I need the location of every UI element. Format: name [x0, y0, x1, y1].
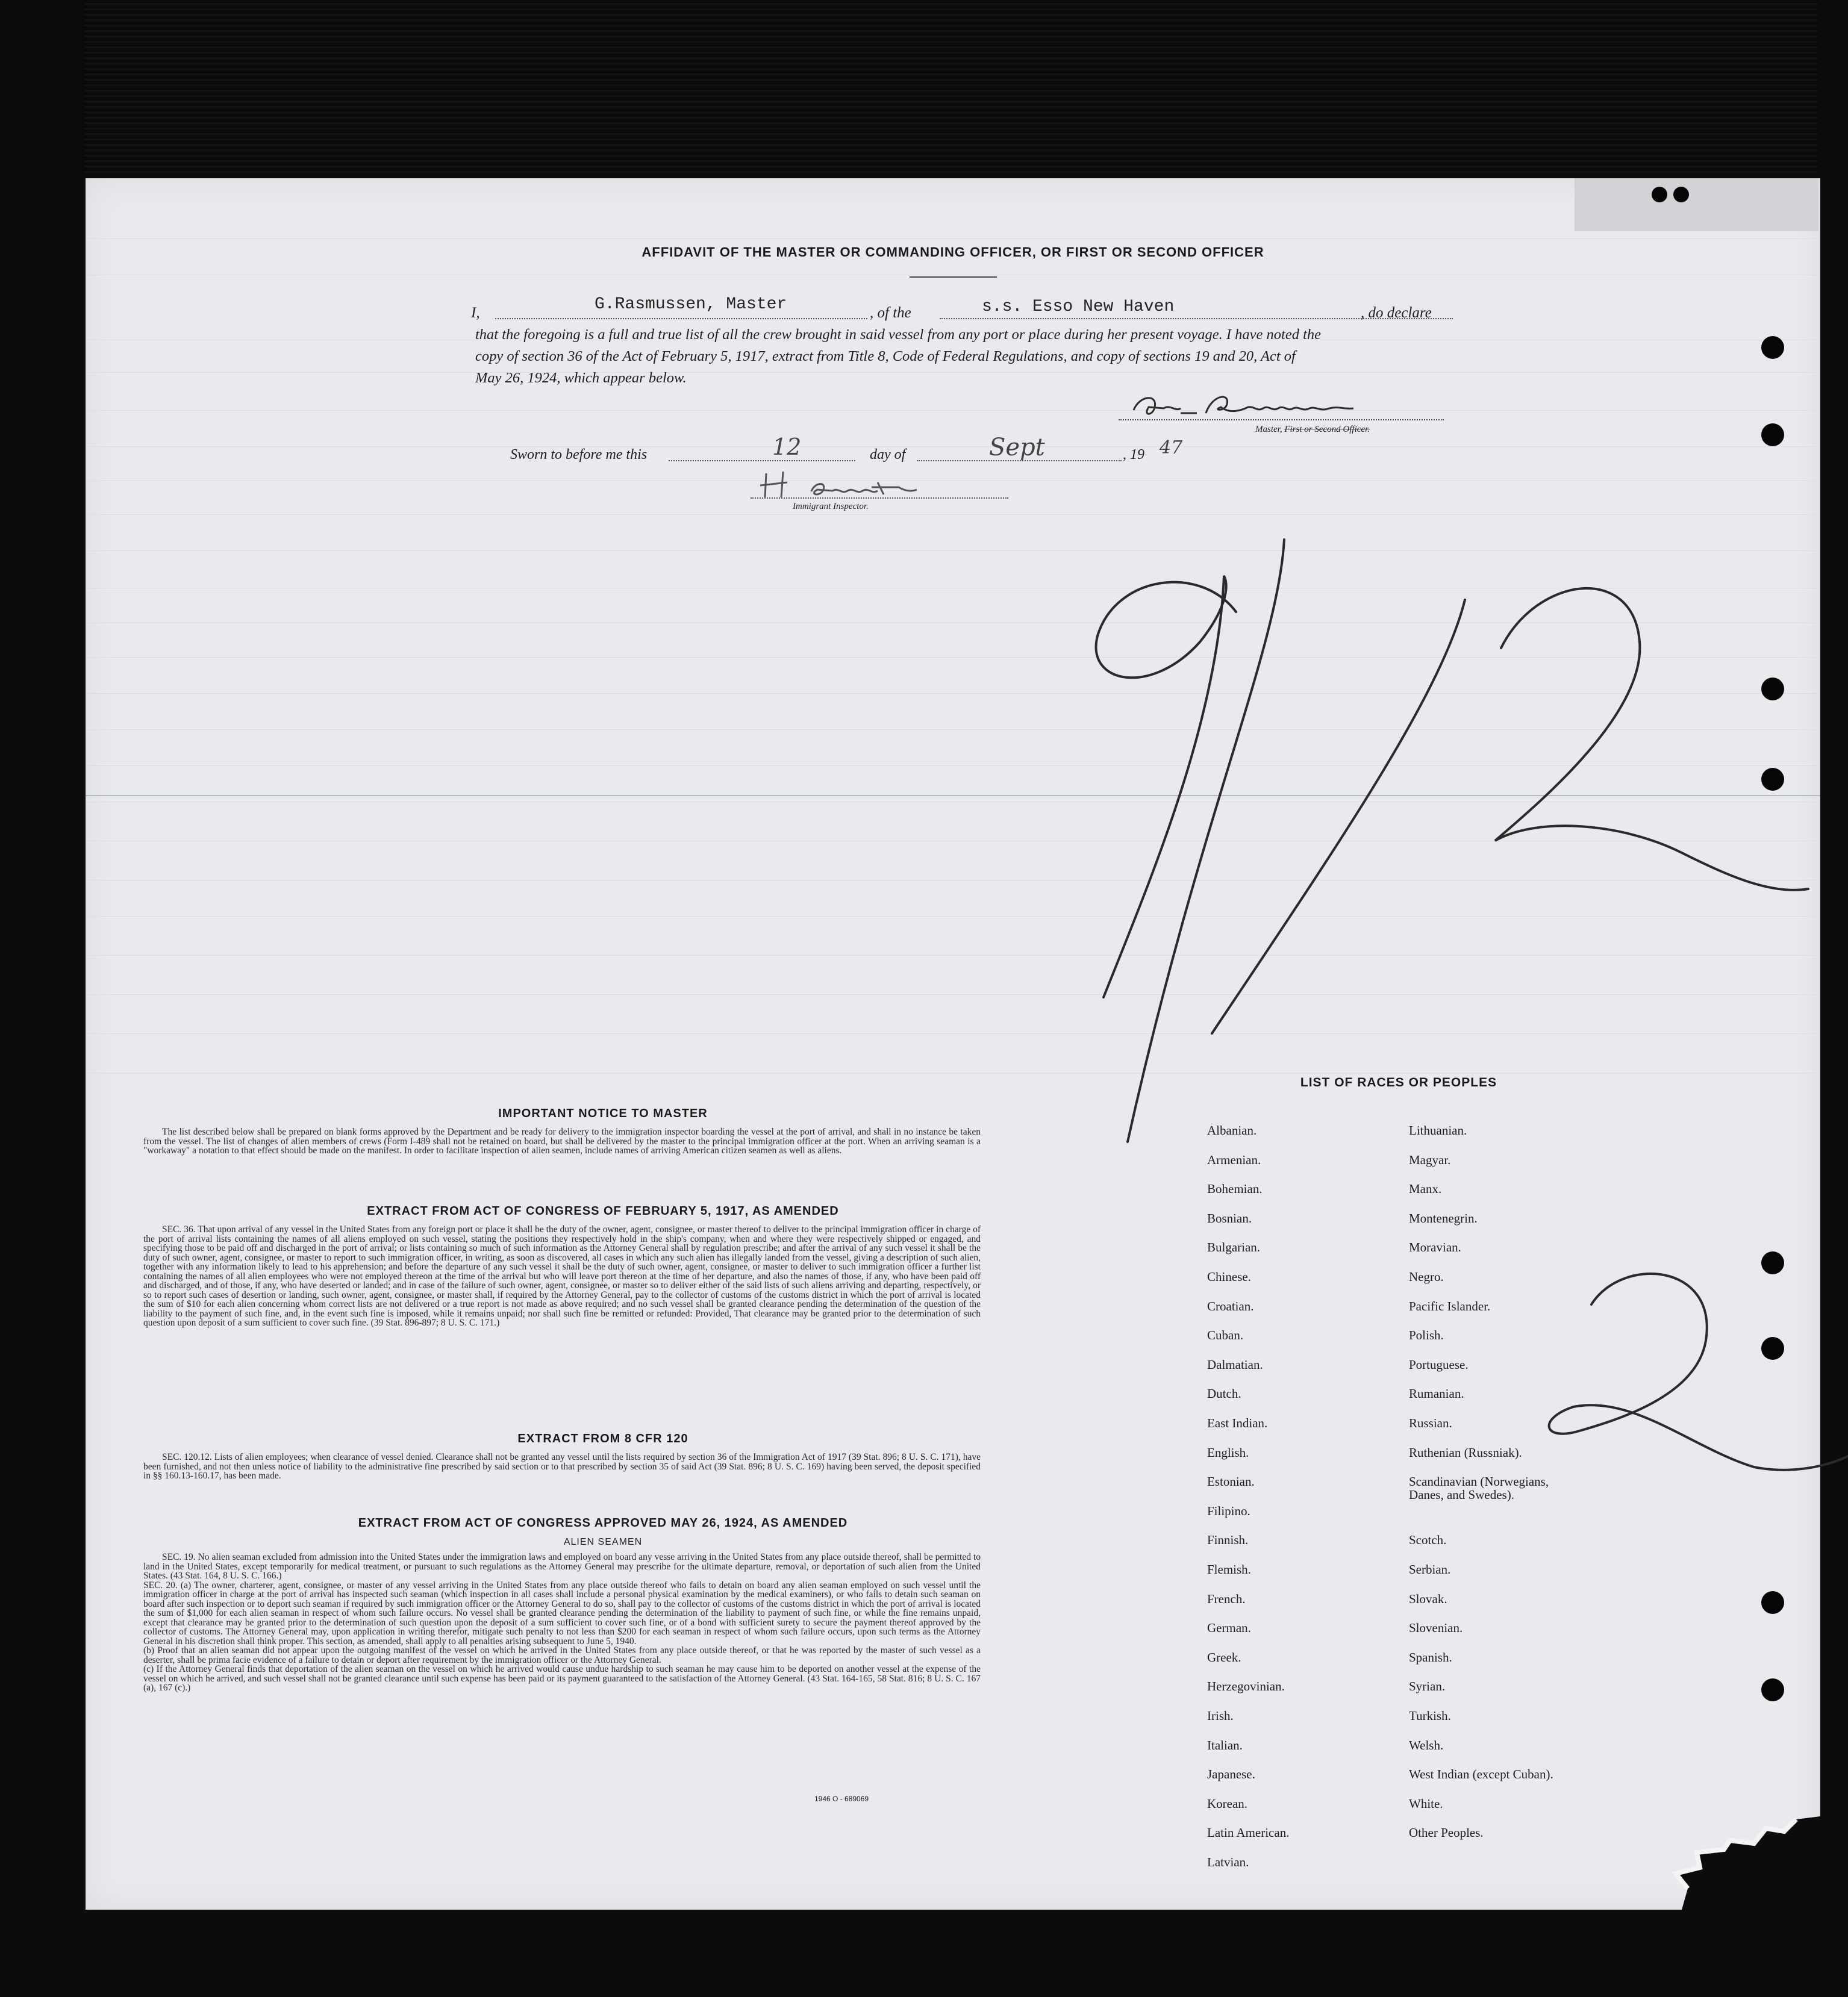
- race-item: English.: [1207, 1445, 1249, 1460]
- inspector-signature-drawing: [754, 464, 983, 506]
- extract-1917-body: SEC. 36. That upon arrival of any vessel in the United States from any foreign port or place it shall be the duty of the owner, agent, consignee, or master thereof to deliver to the principal immigration officer in charge of the port of arrival lists containing the names of all aliens employed on such vessel, stating the positions they respectively hold in the ship's company, when and where they were respectively shipped or engaged, and specifying those to be paid off and discharged in the port of arrival; or lists containing so much of such information as the Attorney General shall by regulation prescribe; and after the arrival of any such vessel it shall be the duty of such owner, agent, consignee, or master to report to such immigration officer, in writing, as soon as discovered, all cases in which any such alien has illegally landed from the vessel, giving a description of such alien, together with any information likely to lead to his apprehension; and before the departure of any such vessel it shall be the duty of such owner, agent, consignee, or master to deliver to such immigration officer a further list containing the names of all alien employees who were not employed thereon at the time of the arrival but who will leave port thereon at the time of her departure, and also the names of those, if any, who have been paid off and discharged, and of those, if any, who have deserted or landed; and in case of the failure of such owner, agent, consignee, or master so to deliver either of the said lists of such aliens arriving and departing, respectively, or so to report such cases of desertion or landing, such owner, agent, consignee, or master shall, if required by the Attorney General, pay to the collector of customs of the customs district in which the port of arrival is located the sum of $10 for each alien concerning whom correct lists are not delivered or a true report is not made as above required; and no such vessel shall be granted clearance pending the determination of the question of the liability to the payment of such fine, and, in the event such fine is imposed, while it remains unpaid; nor shall such fine be remitted or refunded: Provided, That clearance may be granted prior to the determination of such question upon deposit of a sum sufficient to cover such fine. (39 Stat. 896-897; 8 U. S. C. 171.): [143, 1224, 981, 1328]
- race-item: Ruthenian (Russniak).: [1409, 1445, 1522, 1460]
- race-item: Croatian.: [1207, 1298, 1254, 1313]
- race-item: Scandinavian (Norwegians, Danes, and Swedes).: [1409, 1474, 1549, 1503]
- signature-caption-master: Master,: [1255, 425, 1285, 434]
- race-item: Moravian.: [1409, 1240, 1461, 1255]
- handwritten-date-9-12: [1079, 540, 1848, 1214]
- race-item: East Indian.: [1207, 1416, 1268, 1430]
- punch-hole: [1761, 768, 1784, 791]
- race-item: White.: [1409, 1796, 1443, 1811]
- race-item: Magyar.: [1409, 1152, 1451, 1167]
- extract-1917-title: EXTRACT FROM ACT OF CONGRESS OF FEBRUARY 5, 1917, AS AMENDED: [367, 1204, 839, 1218]
- signature-caption-struck: First or Second Officer.: [1284, 425, 1370, 434]
- race-item: Manx.: [1409, 1182, 1442, 1197]
- affidavit-line-2: that the foregoing is a full and true list of all the crew brought in said vessel from any port or place during her present voyage. I have noted the: [475, 326, 1322, 343]
- punch-hole: [1761, 678, 1784, 700]
- race-item: Pacific Islander.: [1409, 1298, 1491, 1313]
- master-signature-drawing: [1122, 383, 1399, 425]
- sworn-month: Sept: [989, 434, 1045, 461]
- year-prefix: , 19: [1123, 447, 1144, 463]
- punch-hole: [1761, 1591, 1784, 1614]
- tape-residue: [1575, 178, 1818, 231]
- race-item: French.: [1207, 1591, 1246, 1606]
- extract-1924-subtitle: ALIEN SEAMEN: [563, 1537, 643, 1547]
- ruled-line: [86, 410, 1820, 411]
- race-item: Estonian.: [1207, 1474, 1255, 1489]
- punch-hole: [1761, 1251, 1784, 1274]
- notice-body: The list described below shall be prepared on blank forms approved by the Department and be ready for delivery to the immigration inspector boarding the vessel at the port of arrival, and shall in no instance be taken from the vessel. The list of changes of alien members of crews (Form I-489 shall not be retained on board, but shall be delivered by the master to the principal immigration officer at the port. When an arriving seaman is a "workaway" a notation to that effect should be made on the manifest. In order to facilitate inspection of alien seamen, include names of arriving American citizen seamen as well as aliens.: [143, 1127, 981, 1156]
- race-item: Bosnian.: [1207, 1210, 1252, 1226]
- signature-caption: [1255, 425, 1370, 435]
- year-suffix: 47: [1160, 437, 1183, 458]
- race-item: Syrian.: [1409, 1679, 1446, 1694]
- scan-border-left: [0, 0, 84, 1997]
- race-item: Other Peoples.: [1409, 1825, 1484, 1840]
- race-item: Portuguese.: [1409, 1357, 1469, 1372]
- race-item: Russian.: [1409, 1416, 1452, 1430]
- affidavit-i: I,: [471, 305, 480, 321]
- race-item: Spanish.: [1409, 1650, 1452, 1665]
- race-item: Latvian.: [1207, 1855, 1249, 1869]
- scan-background: [0, 0, 1848, 175]
- of-the-label: , of the: [870, 305, 911, 321]
- sworn-label: Sworn to before me this: [510, 447, 648, 463]
- extract-cfr-title: EXTRACT FROM 8 CFR 120: [517, 1432, 688, 1445]
- race-item: Bulgarian.: [1207, 1240, 1261, 1255]
- race-item: Bohemian.: [1207, 1182, 1263, 1197]
- race-item: Albanian.: [1207, 1123, 1257, 1138]
- race-item: Greek.: [1207, 1650, 1241, 1665]
- sworn-day-line: [669, 460, 855, 461]
- race-item: Dalmatian.: [1207, 1357, 1263, 1372]
- master-name: G.Rasmussen, Master: [595, 295, 787, 314]
- handwritten-numeral-2: [1501, 1250, 1848, 1503]
- extract-1924-title: EXTRACT FROM ACT OF CONGRESS APPROVED MAY 26, 1924, AS AMENDED: [358, 1516, 848, 1530]
- master-name-line: [495, 318, 867, 319]
- race-item: Korean.: [1207, 1796, 1248, 1811]
- race-item: Armenian.: [1207, 1152, 1261, 1167]
- race-item: Flemish.: [1207, 1562, 1251, 1577]
- inspector-caption: Immigrant Inspector.: [793, 502, 869, 511]
- ruled-line: [86, 238, 1820, 239]
- staple-hole: [1673, 187, 1689, 202]
- races-title: LIST OF RACES OR PEOPLES: [1300, 1076, 1497, 1089]
- punch-hole: [1761, 336, 1784, 359]
- day-of-label: day of: [870, 447, 906, 463]
- sworn-day: 12: [772, 434, 802, 460]
- race-item: Scotch.: [1409, 1533, 1447, 1548]
- punch-hole: [1761, 1337, 1784, 1360]
- race-item: Latin American.: [1207, 1825, 1290, 1840]
- race-item: Filipino.: [1207, 1503, 1250, 1518]
- race-item: Welsh.: [1409, 1737, 1444, 1752]
- race-item: German.: [1207, 1621, 1251, 1636]
- vessel-name: s.s. Esso New Haven: [982, 298, 1175, 316]
- race-item: Serbian.: [1409, 1562, 1451, 1577]
- staple-hole: [1652, 187, 1667, 202]
- race-item: Dutch.: [1207, 1386, 1241, 1401]
- race-item: Italian.: [1207, 1737, 1243, 1752]
- printer-mark: 1946 O - 689069: [814, 1795, 869, 1803]
- race-item: Slovenian.: [1409, 1621, 1463, 1636]
- race-item: West Indian (except Cuban).: [1409, 1767, 1553, 1782]
- document-page: [86, 178, 1820, 1910]
- affidavit-line-3: copy of section 36 of the Act of February 5, 1917, extract from Title 8, Code of Federal Regulations, and copy of sections 19 and 20, Act of: [475, 348, 1296, 364]
- race-item: Rumanian.: [1409, 1386, 1464, 1401]
- extract-cfr-body: SEC. 120.12. Lists of alien employees; when clearance of vessel denied. Clearance shall not be granted any vessel until the lists required by section 36 of the Immigration Act of 1917 (39 Stat. 896; 8 U. S. C. 171), have been furnished, and not then unless notice of liability to the administrative fine prescribed by said section or to that prescribed by section 35 of said Act (39 Stat. 896; 8 U. S. C. 169) having been served, the deposit specified in §§ 160.13-160.17, has been made.: [143, 1452, 981, 1481]
- ruled-line: [86, 514, 1820, 515]
- race-item: Lithuanian.: [1409, 1123, 1467, 1138]
- ruled-line: [86, 446, 1820, 447]
- race-item: Chinese.: [1207, 1270, 1251, 1284]
- race-item: Japanese.: [1207, 1767, 1255, 1782]
- race-item: Cuban.: [1207, 1328, 1244, 1343]
- race-item: Turkish.: [1409, 1709, 1451, 1723]
- race-item: Herzegovinian.: [1207, 1679, 1285, 1694]
- ruled-line: [86, 372, 1820, 373]
- extract-1924-body: SEC. 19. No alien seaman excluded from admission into the United States under the immigration laws and employed on board any vesse arriving in the United States from any place outside thereof, shall be permitted to land in the United States, except temporarily for medical treatment, or pursuant to such regulations as the Attorney General may prescribe for the ultimate departure, removal, or deportation of such alien from the United States. (43 Stat. 164, 8 U. S. C. 166.) SEC. 20. (a) The owner, charterer, agent, consignee, or master of any vessel arriving in the United States from any place outside thereof who fails to detain on board any alien seaman employed on such vessel until the immigration officer in charge at the port of arrival has inspected such seaman (which inspection in all cases shall include a personal physical examination by the medical examiners), or who fails to detain such seaman on board after such inspection or to deport such seaman if required by such immigration officer or the Attorney General to do so, shall pay to the collector of customs of the customs district in which the port of arrival is located the sum of $1,000 for each alien seaman in respect of whom such failure occurs. No vessel shall be granted clearance pending the determination of the liability to payment of such fine, or while the fine remains unpaid, except that clearance may be granted prior to the determination of such question upon the deposit of a sum sufficient to cover such fine, or of a bond with sufficient surety to secure the payment thereof approved by the collector of customs. The Attorney General may, upon application in writing therefor, mitigate such penalty to not less than $200 for each seaman in respect of whom such failure occurs, upon such terms as the Attorney General in his discretion shall think proper. This section, as amended, shall apply to all penalties arising subsequent to June 5, 1940. (b) Proof that an alien seaman did not appear upon the outgoing manifest of the vessel on which he arrived in the United States from any place outside thereof, or that he was reported by the master of such vessel as a deserter, shall be prima facie evidence of a failure to detain or deport after requirement by the immigration officer or the Attorney General. (c) If the Attorney General finds that deportation of the alien seaman on the vessel on which he arrived would cause undue hardship to such seaman he may cause him to be deported on another vessel at the expense of the vessel on which he arrived, and such vessel shall not be granted clearance until such expense has been paid or its payment guaranteed to the satisfaction of the Attorney General. (43 Stat. 164-165, 58 Stat. 816; 8 U. S. C. 167 (a), 167 (c).): [143, 1552, 981, 1693]
- punch-hole: [1761, 1678, 1784, 1701]
- torn-corner: [1664, 1816, 1820, 1910]
- affidavit-line-4: May 26, 1924, which appear below.: [475, 370, 687, 386]
- race-item: Negro.: [1409, 1270, 1444, 1284]
- notice-title: IMPORTANT NOTICE TO MASTER: [498, 1107, 708, 1120]
- do-declare-label: , do declare: [1361, 305, 1432, 321]
- affidavit-title: AFFIDAVIT OF THE MASTER OR COMMANDING OFFICER, OR FIRST OR SECOND OFFICER: [641, 245, 1264, 260]
- race-item: Finnish.: [1207, 1533, 1249, 1548]
- race-item: Slovak.: [1409, 1591, 1447, 1606]
- title-underline: [910, 276, 997, 278]
- punch-hole: [1761, 423, 1784, 446]
- race-item: Polish.: [1409, 1328, 1444, 1343]
- race-item: Montenegrin.: [1409, 1210, 1478, 1226]
- race-item: Irish.: [1207, 1709, 1234, 1723]
